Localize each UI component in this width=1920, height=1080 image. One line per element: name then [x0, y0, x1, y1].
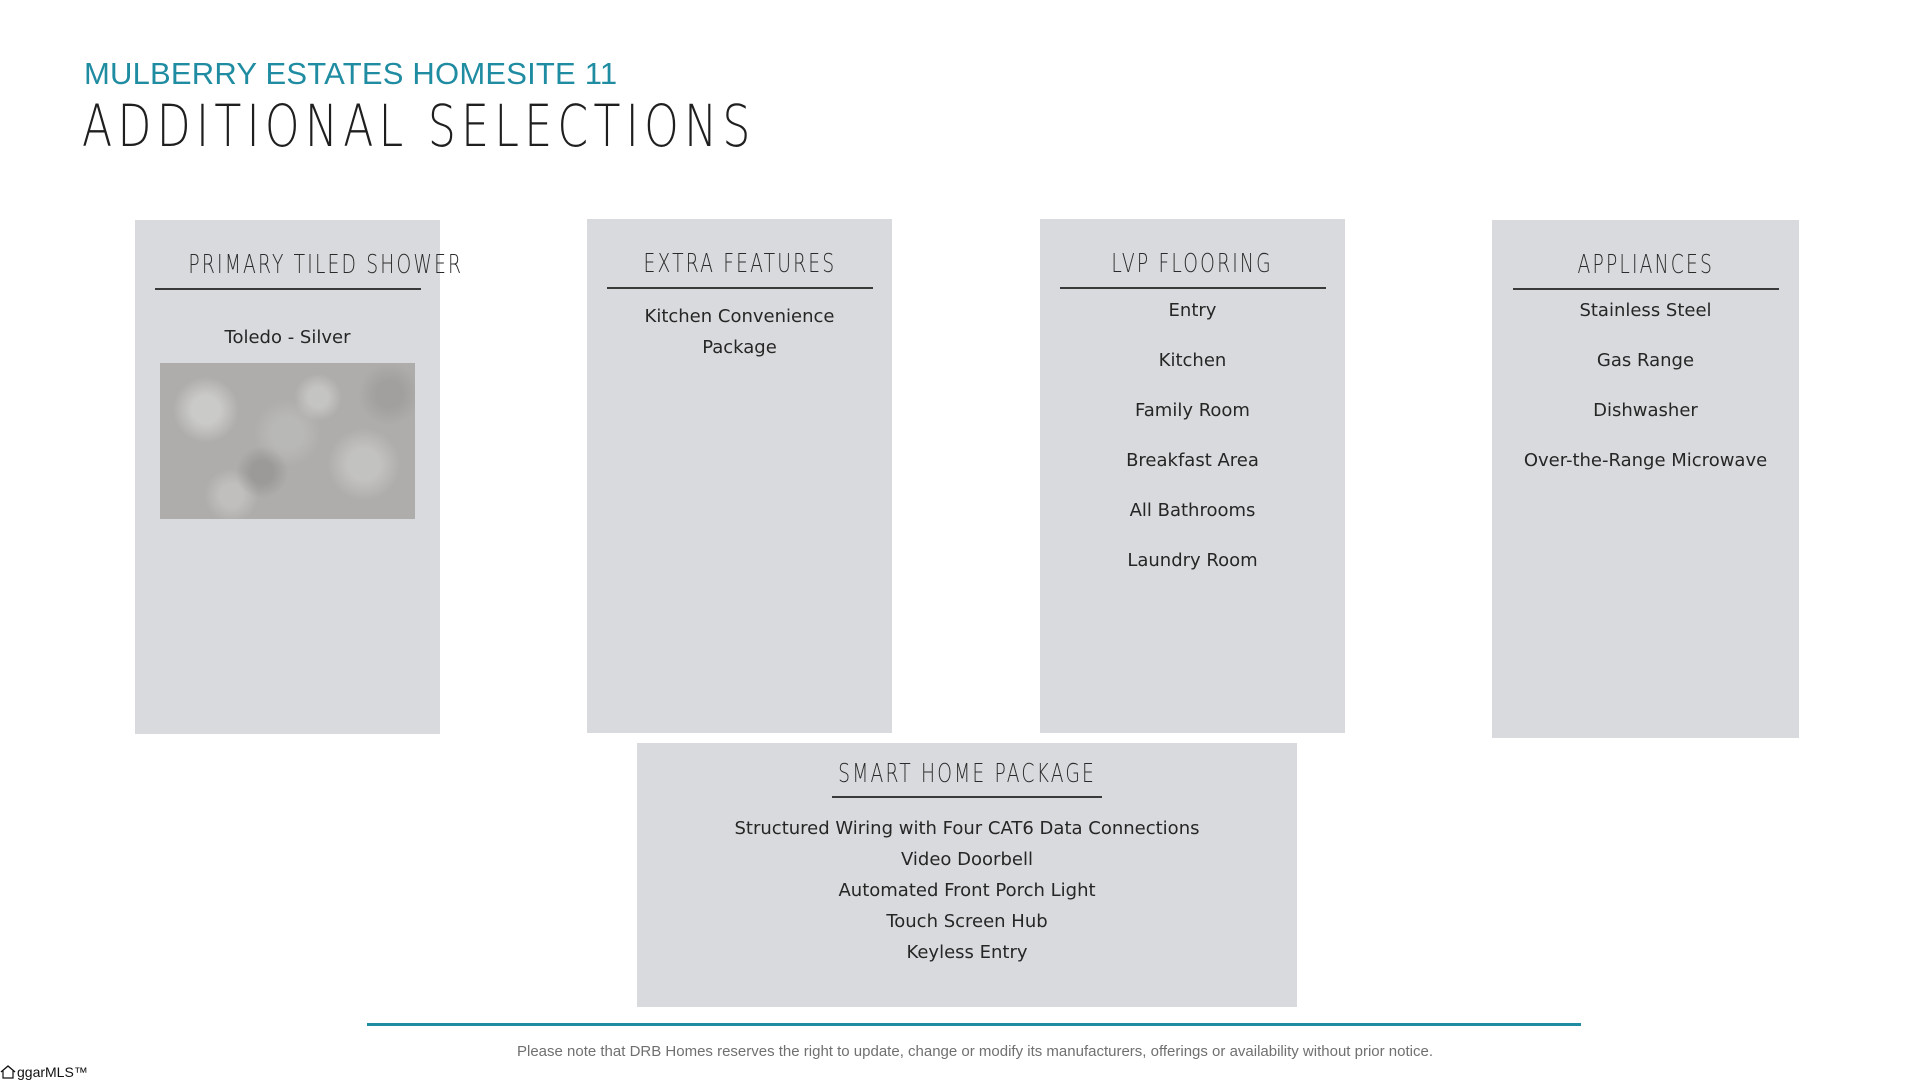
list-item: Family Room [1135, 400, 1250, 421]
card-heading: LVP FLOORING [1111, 249, 1274, 279]
card-heading-rule [1513, 288, 1779, 290]
house-logo-icon [0, 1065, 16, 1079]
card-smart-home-package [637, 743, 1297, 1007]
card-primary-tiled-shower [135, 220, 464, 734]
list-item: Toledo - Silver [224, 327, 351, 348]
card-lvp-flooring [1040, 219, 1345, 733]
card-heading: EXTRA FEATURES [643, 249, 836, 279]
list-item: Structured Wiring with Four CAT6 Data Connections [734, 818, 1200, 839]
list-item: Entry [1168, 300, 1217, 321]
list-item: Dishwasher [1593, 400, 1698, 421]
card-extra-features [587, 219, 892, 733]
card-heading-rule [1060, 287, 1326, 289]
list-item: Automated Front Porch Light [838, 880, 1096, 901]
list-item: Gas Range [1596, 350, 1695, 371]
list-item: Stainless Steel [1579, 300, 1712, 321]
page-title: ADDITIONAL SELECTIONS [82, 92, 756, 160]
watermark-text: ggarMLS™ [17, 1064, 88, 1080]
card-heading: SMART HOME PACKAGE [838, 759, 1096, 789]
list-item: Video Doorbell [901, 849, 1033, 870]
list-item: Kitchen [1158, 350, 1227, 371]
card-appliances [1492, 220, 1799, 738]
list-item: Touch Screen Hub [886, 911, 1048, 932]
list-item: Breakfast Area [1126, 450, 1259, 471]
footer-divider [367, 1023, 1581, 1026]
list-item: Keyless Entry [906, 942, 1028, 963]
page-eyebrow: MULBERRY ESTATES HOMESITE 11 [84, 56, 618, 91]
list-item: All Bathrooms [1129, 500, 1256, 521]
tile-swatch-image [160, 363, 415, 519]
list-item: Kitchen Convenience [644, 306, 835, 327]
card-heading-rule [832, 796, 1102, 798]
card-heading: PRIMARY TILED SHOWER [188, 250, 464, 280]
card-heading-rule [607, 287, 873, 289]
card-heading: APPLIANCES [1577, 250, 1714, 280]
list-item: Laundry Room [1127, 550, 1258, 571]
disclaimer-text: Please note that DRB Homes reserves the right to update, change or modify its manufacturers, offerings or availability without prior notice. [516, 1043, 1433, 1060]
mls-watermark [0, 1064, 88, 1080]
list-item: Package [702, 337, 777, 358]
card-heading-rule [155, 288, 421, 290]
list-item: Over-the-Range Microwave [1523, 450, 1768, 471]
